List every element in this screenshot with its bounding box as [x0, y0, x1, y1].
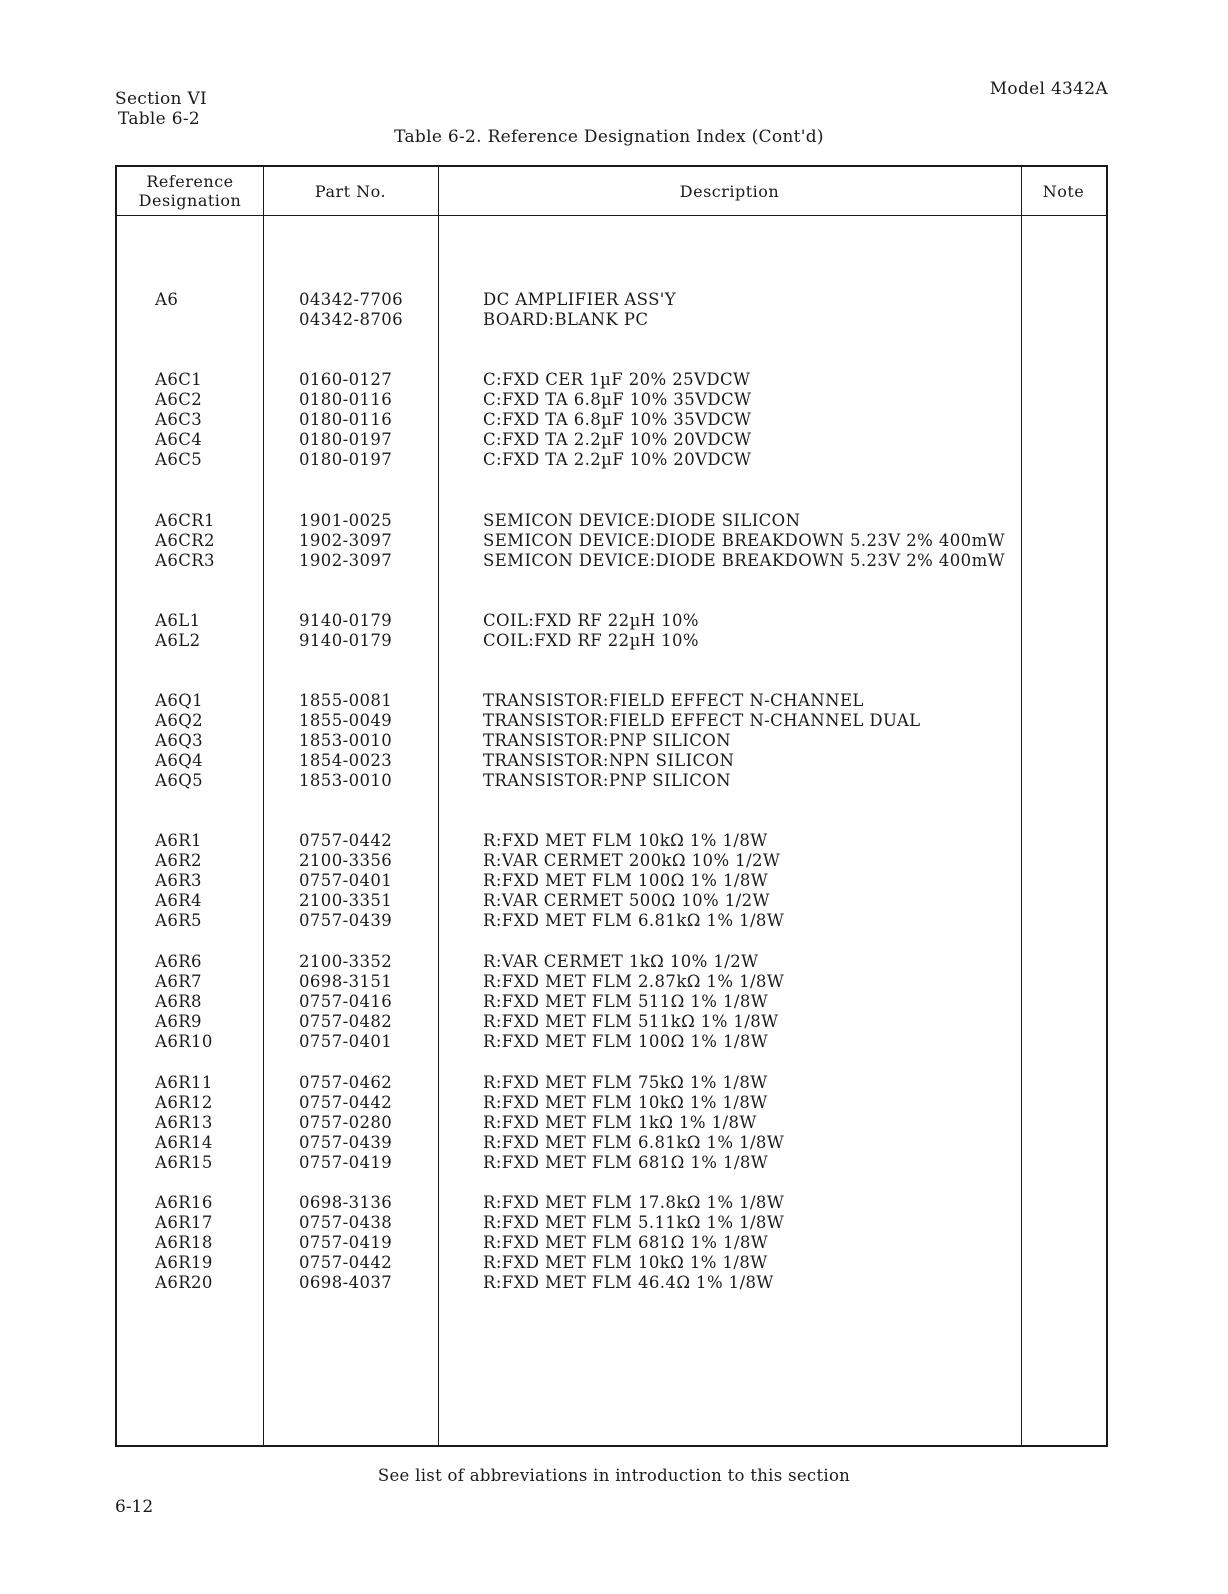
section-label: Section VI: [115, 89, 208, 109]
ref-designation: A6C4: [155, 430, 203, 449]
description: R:FXD MET FLM 5.11kΩ 1% 1/8W: [483, 1213, 785, 1232]
ref-designation: A6R6: [155, 952, 202, 971]
part-number: 0757-0442: [299, 1093, 393, 1112]
description: R:FXD MET FLM 10kΩ 1% 1/8W: [483, 1093, 768, 1112]
reference-designation-table: [115, 165, 1108, 1447]
ref-designation: A6R16: [155, 1193, 213, 1212]
part-number: 04342-8706: [299, 310, 404, 329]
description: R:FXD MET FLM 75kΩ 1% 1/8W: [483, 1073, 768, 1092]
ref-designation: A6R13: [155, 1113, 213, 1132]
ref-designation: A6R2: [155, 851, 202, 870]
part-number: 0757-0439: [299, 1133, 393, 1152]
ref-designation: A6R14: [155, 1133, 213, 1152]
part-number: 1853-0010: [299, 771, 393, 790]
part-number: 1902-3097: [299, 551, 393, 570]
part-number: 0757-0401: [299, 1032, 393, 1051]
column-divider: [438, 167, 439, 1445]
part-number: 0757-0462: [299, 1073, 393, 1092]
description: COIL:FXD RF 22µH 10%: [483, 631, 699, 650]
description: C:FXD TA 2.2µF 10% 20VDCW: [483, 450, 752, 469]
description: R:FXD MET FLM 17.8kΩ 1% 1/8W: [483, 1193, 785, 1212]
column-header-description: Description: [679, 181, 780, 201]
ref-designation: A6L2: [155, 631, 201, 650]
ref-designation: A6CR1: [155, 511, 215, 530]
description: R:VAR CERMET 500Ω 10% 1/2W: [483, 891, 770, 910]
ref-designation: A6Q5: [155, 771, 204, 790]
ref-designation: A6R20: [155, 1273, 213, 1292]
part-number: 0180-0197: [299, 430, 393, 449]
ref-designation: A6R7: [155, 972, 202, 991]
description: R:VAR CERMET 1kΩ 10% 1/2W: [483, 952, 759, 971]
column-divider: [263, 167, 264, 1445]
column-divider: [1021, 167, 1022, 1445]
part-number: 0757-0442: [299, 1253, 393, 1272]
description: R:FXD MET FLM 681Ω 1% 1/8W: [483, 1233, 769, 1252]
part-number: 2100-3356: [299, 851, 393, 870]
part-number: 0160-0127: [299, 370, 393, 389]
description: R:VAR CERMET 200kΩ 10% 1/2W: [483, 851, 781, 870]
description: R:FXD MET FLM 511kΩ 1% 1/8W: [483, 1012, 779, 1031]
table-reference: Table 6-2: [118, 109, 201, 129]
description: SEMICON DEVICE:DIODE BREAKDOWN 5.23V 2% 400mW: [483, 531, 1005, 550]
ref-designation: A6R10: [155, 1032, 213, 1051]
description: R:FXD MET FLM 10kΩ 1% 1/8W: [483, 1253, 768, 1272]
description: R:FXD MET FLM 681Ω 1% 1/8W: [483, 1153, 769, 1172]
ref-designation: A6R4: [155, 891, 202, 910]
description: R:FXD MET FLM 100Ω 1% 1/8W: [483, 871, 769, 890]
part-number: 0757-0442: [299, 831, 393, 850]
ref-designation: A6R15: [155, 1153, 213, 1172]
description: SEMICON DEVICE:DIODE SILICON: [483, 511, 801, 530]
part-number: 1855-0081: [299, 691, 393, 710]
ref-designation: A6R18: [155, 1233, 213, 1252]
ref-designation: A6C1: [155, 370, 203, 389]
ref-designation: A6R9: [155, 1012, 202, 1031]
description: C:FXD CER 1µF 20% 25VDCW: [483, 370, 751, 389]
ref-designation: A6Q2: [155, 711, 204, 730]
ref-designation: A6C5: [155, 450, 203, 469]
part-number: 0757-0438: [299, 1213, 393, 1232]
part-number: 0757-0401: [299, 871, 393, 890]
table-title: [0, 127, 1228, 147]
description: R:FXD MET FLM 511Ω 1% 1/8W: [483, 992, 769, 1011]
model-number: Model 4342A: [989, 79, 1108, 99]
ref-designation: A6Q3: [155, 731, 204, 750]
part-number: 0757-0280: [299, 1113, 393, 1132]
part-number: 2100-3352: [299, 952, 393, 971]
description: R:FXD MET FLM 100Ω 1% 1/8W: [483, 1032, 769, 1051]
part-number: 0757-0439: [299, 911, 393, 930]
part-number: 9140-0179: [299, 631, 393, 650]
ref-designation: A6R12: [155, 1093, 213, 1112]
description: C:FXD TA 6.8µF 10% 35VDCW: [483, 410, 752, 429]
description: C:FXD TA 2.2µF 10% 20VDCW: [483, 430, 752, 449]
part-number: 0180-0197: [299, 450, 393, 469]
description: R:FXD MET FLM 10kΩ 1% 1/8W: [483, 831, 768, 850]
description: R:FXD MET FLM 6.81kΩ 1% 1/8W: [483, 911, 785, 930]
ref-designation: A6CR3: [155, 551, 215, 570]
ref-designation: A6R1: [155, 831, 202, 850]
part-number: 0698-3136: [299, 1193, 393, 1212]
part-number: 0180-0116: [299, 390, 393, 409]
page-number: 6-12: [115, 1497, 154, 1517]
part-number: 9140-0179: [299, 611, 393, 630]
part-number: 0757-0419: [299, 1233, 393, 1252]
part-number: 1853-0010: [299, 731, 393, 750]
part-number: 0698-3151: [299, 972, 393, 991]
part-number: 0180-0116: [299, 410, 393, 429]
table-title-text: Table 6-2. Reference Designation Index (Cont'd): [394, 127, 824, 147]
ref-designation: A6Q4: [155, 751, 204, 770]
description: TRANSISTOR:NPN SILICON: [483, 751, 735, 770]
description: TRANSISTOR:FIELD EFFECT N-CHANNEL: [483, 691, 864, 710]
ref-designation: A6R5: [155, 911, 202, 930]
part-number: 1854-0023: [299, 751, 393, 770]
description: C:FXD TA 6.8µF 10% 35VDCW: [483, 390, 752, 409]
part-number: 1902-3097: [299, 531, 393, 550]
description: R:FXD MET FLM 46.4Ω 1% 1/8W: [483, 1273, 774, 1292]
ref-designation: A6C2: [155, 390, 203, 409]
description: TRANSISTOR:FIELD EFFECT N-CHANNEL DUAL: [483, 711, 921, 730]
description: R:FXD MET FLM 6.81kΩ 1% 1/8W: [483, 1133, 785, 1152]
footer-note: See list of abbreviations in introduction to this section: [377, 1466, 851, 1485]
part-number: 1855-0049: [299, 711, 393, 730]
part-number: 0757-0482: [299, 1012, 393, 1031]
description: SEMICON DEVICE:DIODE BREAKDOWN 5.23V 2% 400mW: [483, 551, 1005, 570]
column-header-note: Note: [1042, 181, 1085, 201]
part-number: 2100-3351: [299, 891, 393, 910]
ref-designation: A6: [155, 290, 179, 309]
header-divider: [117, 215, 1106, 216]
part-number: 0698-4037: [299, 1273, 393, 1292]
description: BOARD:BLANK PC: [483, 310, 649, 329]
column-header-part: Part No.: [314, 181, 387, 201]
ref-designation: A6CR2: [155, 531, 215, 550]
part-number: 0757-0419: [299, 1153, 393, 1172]
part-number: 04342-7706: [299, 290, 404, 309]
ref-designation: A6C3: [155, 410, 203, 429]
column-header-reference: Reference Designation: [138, 172, 242, 210]
ref-designation: A6Q1: [155, 691, 204, 710]
ref-designation: A6R3: [155, 871, 202, 890]
ref-designation: A6R11: [155, 1073, 213, 1092]
description: DC AMPLIFIER ASS'Y: [483, 290, 677, 309]
ref-designation: A6R19: [155, 1253, 213, 1272]
description: R:FXD MET FLM 2.87kΩ 1% 1/8W: [483, 972, 785, 991]
part-number: 0757-0416: [299, 992, 393, 1011]
ref-designation: A6R17: [155, 1213, 213, 1232]
description: TRANSISTOR:PNP SILICON: [483, 731, 731, 750]
description: COIL:FXD RF 22µH 10%: [483, 611, 699, 630]
description: R:FXD MET FLM 1kΩ 1% 1/8W: [483, 1113, 757, 1132]
ref-designation: A6L1: [155, 611, 201, 630]
description: TRANSISTOR:PNP SILICON: [483, 771, 731, 790]
part-number: 1901-0025: [299, 511, 393, 530]
ref-designation: A6R8: [155, 992, 202, 1011]
